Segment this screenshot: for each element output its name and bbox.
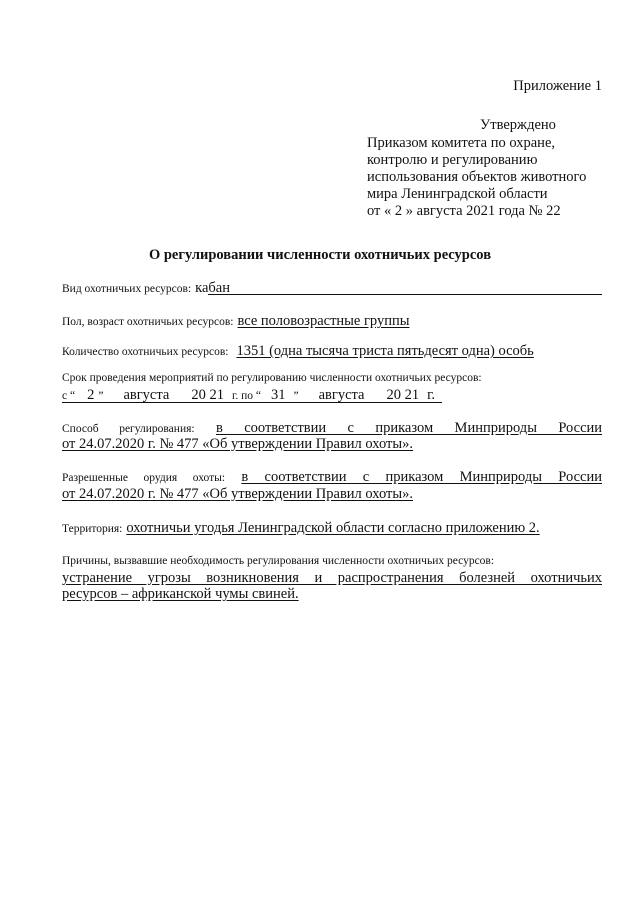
method-line-1 — [62, 420, 602, 437]
tools-line-1 — [62, 469, 602, 486]
territory-row — [62, 519, 540, 537]
approval-line: от « 2 » августа 2021 года № 22 — [367, 203, 561, 219]
method-label: Способ регулирования: — [62, 423, 195, 435]
period-dates: с “ 2 ” августа 20 21 г. по “ 31 ” августа 20 21 г. — [62, 387, 436, 403]
territory-value: охотничьи угодья Ленинградской области согласно приложению 2. — [126, 520, 540, 536]
period-to-month: августа — [318, 387, 365, 403]
approval-line: мира Ленинградской области — [367, 186, 548, 202]
species-value: кабан — [195, 280, 230, 296]
quantity-row — [62, 342, 534, 360]
approval-block — [367, 135, 586, 220]
period-year-suffix: г. по “ — [231, 390, 262, 402]
tools-line-2 — [62, 486, 602, 503]
tools-value-1: в соответствии с приказом Минприроды России — [241, 469, 602, 485]
method-value-2: от 24.07.2020 г. № 477 «Об утверждении Правил охоты». — [62, 436, 414, 452]
approval-line: использования объектов животного — [367, 169, 587, 185]
species-label: Вид охотничьих ресурсов: — [62, 283, 192, 295]
reasons-line-1 — [62, 570, 602, 587]
period-from-day: 2 — [87, 387, 95, 403]
annex-number: Приложение 1 — [513, 78, 602, 94]
reasons-value-2: ресурсов – африканской чумы свиней. — [62, 586, 299, 602]
sex-age-row — [62, 312, 410, 330]
tools-label: Разрешенные орудия охоты: — [62, 472, 226, 484]
approval-line: контролю и регулированию — [367, 152, 538, 168]
tools-value-2: от 24.07.2020 г. № 477 «Об утверждении Правил охоты». — [62, 486, 414, 502]
quantity-label: Количество охотничьих ресурсов: — [62, 346, 229, 358]
method-value-1: в соответствии с приказом Минприроды России — [215, 420, 603, 436]
approved-heading: Утверждено — [480, 117, 556, 133]
quantity-value: 1351 (одна тысяча триста пятьдесят одна) особь — [236, 343, 534, 359]
reasons-line-2 — [62, 586, 602, 603]
species-underline — [208, 294, 602, 295]
document-title: О регулировании численности охотничьих ресурсов — [148, 247, 492, 263]
period-year-suffix-2: г. — [427, 387, 436, 403]
period-from-year: 20 21 — [191, 387, 224, 403]
territory-label: Территория: — [62, 523, 123, 535]
period-from-month: августа — [123, 387, 170, 403]
reasons-label: Причины, вызвавшие необходимость регулирования численности охотничьих ресурсов: — [62, 555, 495, 567]
method-line-2 — [62, 436, 602, 453]
sex-age-value: все половозрастные группы — [237, 313, 410, 329]
reasons-value-1: устранение угрозы возникновения и распространения болезней охотничьих — [62, 570, 602, 586]
period-to-day: 31 — [271, 387, 286, 403]
sex-age-label: Пол, возраст охотничьих ресурсов: — [62, 316, 234, 328]
period-to-year: 20 21 — [386, 387, 420, 403]
species-row — [62, 279, 230, 297]
period-label: Срок проведения мероприятий по регулированию численности охотничьих ресурсов: — [62, 372, 482, 384]
approval-line: Приказом комитета по охране, — [367, 135, 556, 151]
period-underline — [62, 402, 442, 403]
period-from-prefix: с “ — [62, 390, 76, 402]
